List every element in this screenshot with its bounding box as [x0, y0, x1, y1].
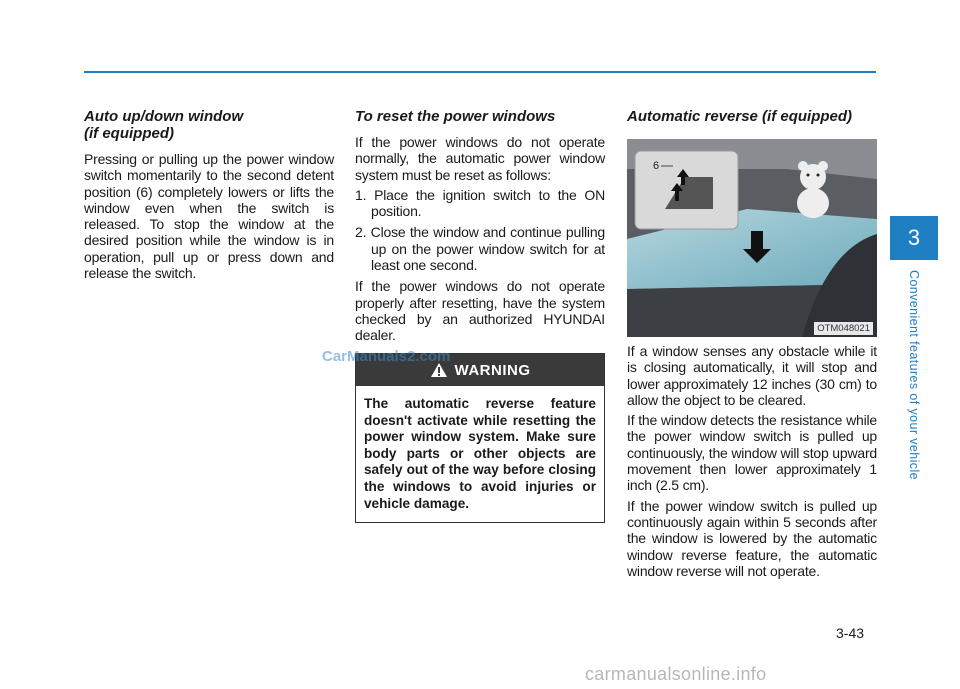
watermark-bottom: carmanualsonline.info: [585, 664, 767, 684]
reset-intro: If the power windows do not operate normally, the automatic power window system must be reset as follows:: [355, 134, 605, 183]
chapter-tab: 3: [890, 216, 938, 260]
heading-reset-windows: To reset the power windows: [355, 108, 556, 125]
reset-step: 2. Close the window and continue pulling up on the power window switch for at least one second.: [355, 224, 605, 274]
page-number: 3-43: [836, 625, 865, 641]
auto-reverse-text: [627, 343, 877, 583]
figure-code: OTM048021: [814, 322, 873, 335]
warning-box: [355, 353, 605, 523]
heading-auto-reverse: Automatic reverse (if equipped): [627, 108, 853, 125]
watermark-top: CarManuals2.com: [322, 348, 451, 365]
car-window-image: [627, 139, 877, 337]
reset-steps: [355, 187, 605, 273]
auto-reverse-paragraph: If a window senses any obstacle while it is closing automatically, it will stop and lower approximately 12 inches (30 cm) to allow the object to be cleared.: [627, 343, 877, 408]
column-auto-reverse: [627, 108, 877, 134]
chapter-title: Convenient features of your vehicle: [907, 270, 921, 480]
auto-reverse-paragraph: If the power window switch is pulled up continuously again within 5 seconds after the window is lowered by the automatic window reverse feature, the automatic window reverse will not operate.: [627, 497, 877, 579]
header-rule: [84, 71, 876, 73]
column-reset-windows: [355, 108, 605, 348]
column-auto-window: [84, 108, 334, 285]
figure-label-6: 6: [653, 160, 660, 172]
warning-text: The automatic reverse feature doesn't activate while resetting the power window system. Make sure body parts or other objects are safely out of the way before closing the windows to avoid injuries or vehicle damage.: [364, 396, 596, 511]
reset-step: 1. Place the ignition switch to the ON position.: [355, 186, 605, 220]
auto-reverse-paragraph: If the window detects the resistance while the power window switch is pulled up continuously, the window will stop upward movement then lower approximately 1 inch (2.5 cm).: [627, 412, 877, 494]
heading-auto-window: Auto up/down window (if equipped): [84, 108, 244, 142]
auto-window-paragraph: Pressing or pulling up the power window switch momentarily to the second detent position (6) completely lowers or lifts the window even when the switch is released. To stop the window at the desired position while the window is in operation, pull up or press down and release the switch.: [84, 151, 334, 282]
reset-outro: If the power windows do not operate properly after resetting, have the system checked by an authorized HYUNDAI dealer.: [355, 278, 605, 344]
window-illustration: [627, 139, 877, 337]
warning-title: WARNING: [454, 361, 531, 379]
